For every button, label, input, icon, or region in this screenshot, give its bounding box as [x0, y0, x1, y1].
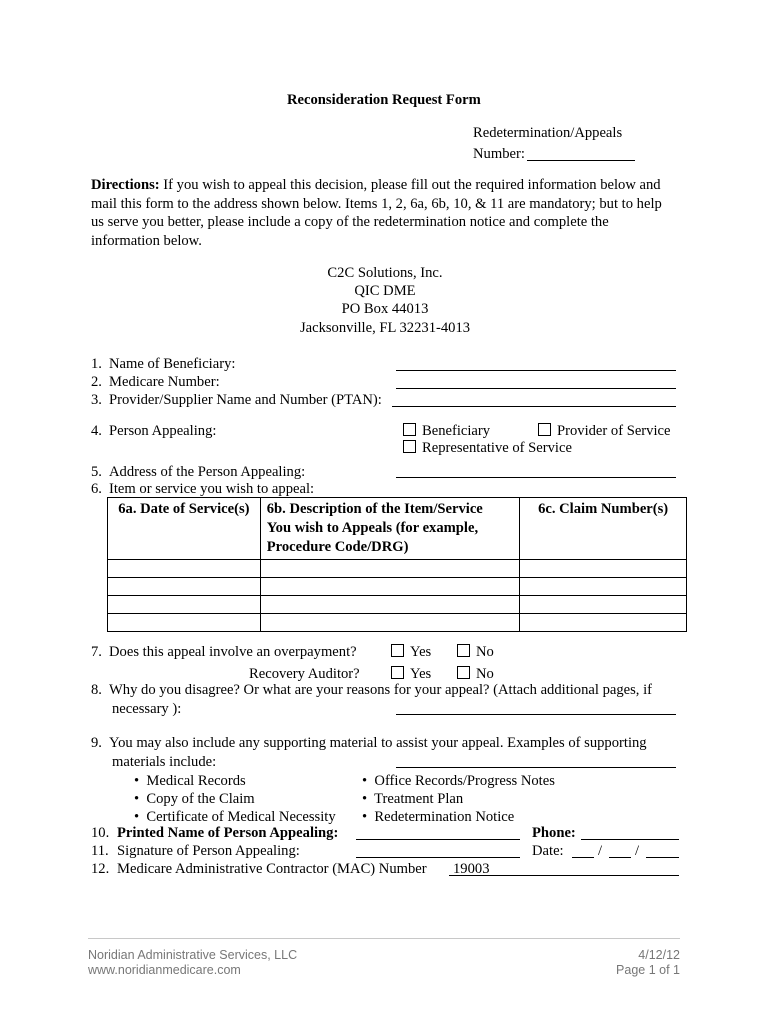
- item-label: Printed Name of Person Appealing:: [117, 825, 339, 841]
- item-label: Person Appealing:: [109, 423, 217, 439]
- footer-divider: [88, 938, 680, 939]
- table-cell[interactable]: [520, 560, 687, 578]
- item-label: Item or service you wish to appeal:: [109, 481, 315, 497]
- mac-number-value: 19003: [453, 861, 490, 877]
- recovery-yes-checkbox[interactable]: [391, 666, 404, 679]
- mac-number-field[interactable]: [449, 875, 679, 876]
- printed-name-field[interactable]: [356, 839, 520, 840]
- item-label: Medicare Number:: [109, 374, 220, 390]
- bullet-list-right: [362, 772, 555, 826]
- overpayment-no-option[interactable]: [457, 644, 494, 661]
- item-number: 3.: [91, 392, 102, 408]
- col-claim-number: 6c. Claim Number(s): [520, 498, 687, 560]
- list-item-text: Office Records/Progress Notes: [374, 773, 555, 789]
- option-label: Representative of Service: [422, 440, 572, 456]
- address-line: QIC DME: [354, 283, 416, 300]
- col-description: [260, 498, 519, 560]
- footer-left: [88, 948, 297, 978]
- item-number: 7.: [91, 644, 102, 660]
- list-item-text: Copy of the Claim: [146, 791, 255, 807]
- recovery-no-option[interactable]: [457, 666, 494, 683]
- table-cell[interactable]: [260, 614, 519, 632]
- list-item: • Redetermination Notice: [362, 809, 515, 825]
- item-label: Signature of Person Appealing:: [117, 843, 300, 859]
- item-label: You may also include any supporting material to assist your appeal. Examples of supporting: [109, 735, 647, 751]
- phone-label: Phone:: [532, 825, 576, 841]
- col-description-line: Procedure Code/DRG): [266, 539, 409, 555]
- option-label: No: [476, 644, 494, 660]
- footer-company: Noridian Administrative Services, LLC: [88, 948, 298, 962]
- signature-field[interactable]: [356, 857, 520, 858]
- table-cell[interactable]: [108, 560, 261, 578]
- recovery-no-checkbox[interactable]: [457, 666, 470, 679]
- item-9-label: [91, 735, 647, 752]
- date-separator: /: [635, 843, 640, 859]
- date-month-field[interactable]: [572, 857, 594, 858]
- table-row: [108, 614, 687, 632]
- item-number: 8.: [91, 682, 102, 698]
- bullet-list-left: [134, 772, 336, 826]
- item-3-label: [91, 392, 382, 409]
- date-year-field[interactable]: [646, 857, 679, 858]
- overpayment-no-checkbox[interactable]: [457, 644, 470, 657]
- beneficiary-name-field[interactable]: [396, 370, 676, 371]
- directions-line: us serve you better, please include a copy of the redetermination notice and complete the: [91, 214, 609, 231]
- directions: [91, 176, 662, 250]
- option-label: Yes: [410, 644, 432, 660]
- date-day-field[interactable]: [609, 857, 631, 858]
- option-label: No: [476, 666, 494, 682]
- directions-label: Directions:: [91, 177, 160, 193]
- table-cell[interactable]: [260, 560, 519, 578]
- table-cell[interactable]: [520, 614, 687, 632]
- provider-option[interactable]: [538, 423, 670, 440]
- phone-field[interactable]: [581, 839, 679, 840]
- table-cell[interactable]: [108, 578, 261, 596]
- option-label: Beneficiary: [422, 423, 491, 439]
- list-item: • Medical Records: [134, 773, 246, 789]
- list-item: • Certificate of Medical Necessity: [134, 809, 336, 825]
- item-8-label-cont: necessary ):: [112, 701, 182, 717]
- item-label: Provider/Supplier Name and Number (PTAN):: [109, 392, 382, 408]
- item-10-label: [91, 825, 338, 842]
- option-label: Provider of Service: [557, 423, 671, 439]
- item-label: Name of Beneficiary:: [109, 356, 236, 372]
- list-item-text: Treatment Plan: [374, 791, 464, 807]
- item-11-label: [91, 843, 300, 860]
- table-row: [108, 560, 687, 578]
- provider-ptan-field[interactable]: [392, 406, 676, 407]
- item-number: 11.: [91, 843, 109, 859]
- directions-line: If you wish to appeal this decision, please fill out the required information below and: [163, 177, 661, 193]
- list-item: • Office Records/Progress Notes: [362, 773, 555, 789]
- table-cell[interactable]: [520, 578, 687, 596]
- col-description-line: You wish to Appeals (for example,: [266, 520, 479, 536]
- footer-right: [560, 948, 680, 978]
- item-label: Medicare Administrative Contractor (MAC) Number: [117, 861, 427, 877]
- date-label: Date:: [532, 843, 564, 859]
- item-number: 4.: [91, 423, 102, 439]
- item-number: 6.: [91, 481, 102, 497]
- item-7-label: [91, 644, 357, 661]
- medicare-number-field[interactable]: [396, 388, 676, 389]
- provider-checkbox[interactable]: [538, 423, 551, 436]
- supporting-material-field[interactable]: [396, 767, 676, 768]
- item-6-label: [91, 481, 314, 498]
- directions-line: information below.: [91, 232, 202, 249]
- col-description-line: 6b. Description of the Item/Service: [266, 501, 483, 517]
- overpayment-yes-checkbox[interactable]: [391, 644, 404, 657]
- representative-option[interactable]: [403, 440, 572, 457]
- redetermination-number-field[interactable]: [527, 160, 635, 161]
- date-separator: /: [598, 843, 603, 859]
- footer-page-number: Page 1 of 1: [616, 963, 680, 977]
- item-number: 2.: [91, 374, 102, 390]
- redetermination-number-label: Number:: [473, 146, 525, 162]
- address-line: PO Box 44013: [341, 301, 429, 318]
- mailing-address: [235, 264, 535, 337]
- list-item: • Copy of the Claim: [134, 791, 255, 807]
- item-4-label: [91, 423, 216, 440]
- item-12-label: [91, 861, 427, 878]
- table-row: [108, 578, 687, 596]
- item-2-label: [91, 374, 220, 391]
- table-cell[interactable]: [260, 596, 519, 614]
- item-label: Does this appeal involve an overpayment?: [109, 644, 357, 660]
- recovery-yes-option[interactable]: [391, 666, 431, 683]
- item-label: Why do you disagree? Or what are your reasons for your appeal? (Attach additional pages, if: [109, 682, 653, 698]
- footer-date: 4/12/12: [638, 948, 680, 962]
- representative-checkbox[interactable]: [403, 440, 416, 453]
- item-9-label-cont: materials include:: [112, 754, 217, 770]
- directions-line: mail this form to the address shown below. Items 1, 2, 6a, 6b, 10, & 11 are mandatory; but to help: [91, 195, 662, 212]
- table-row: [108, 596, 687, 614]
- overpayment-yes-option[interactable]: [391, 644, 431, 661]
- table-cell[interactable]: [260, 578, 519, 596]
- table-cell[interactable]: [108, 614, 261, 632]
- redetermination-label: Redetermination/Appeals: [473, 125, 623, 141]
- item-number: 12.: [91, 861, 110, 877]
- beneficiary-checkbox[interactable]: [403, 423, 416, 436]
- address-line: C2C Solutions, Inc.: [327, 265, 443, 281]
- item-number: 1.: [91, 356, 102, 372]
- disagree-reason-field[interactable]: [396, 714, 676, 715]
- item-number: 10.: [91, 825, 110, 841]
- table-header-row: [108, 498, 687, 560]
- list-item-text: Medical Records: [146, 773, 246, 789]
- beneficiary-option[interactable]: [403, 423, 490, 440]
- recovery-auditor-label: Recovery Auditor?: [249, 666, 360, 682]
- list-item-text: Redetermination Notice: [374, 809, 515, 825]
- item-number: 5.: [91, 464, 102, 480]
- list-item-text: Certificate of Medical Necessity: [146, 809, 336, 825]
- item-5-label: [91, 464, 305, 481]
- table-cell[interactable]: [520, 596, 687, 614]
- list-item: • Treatment Plan: [362, 791, 464, 807]
- appellant-address-field[interactable]: [396, 477, 676, 478]
- table-cell[interactable]: [108, 596, 261, 614]
- item-1-label: [91, 356, 235, 373]
- item-8-label: [91, 682, 652, 699]
- page-title: Reconsideration Request Form: [287, 92, 481, 108]
- footer-website: www.noridianmedicare.com: [88, 963, 241, 977]
- col-date-of-service: 6a. Date of Service(s): [108, 498, 261, 560]
- item-label: Address of the Person Appealing:: [109, 464, 306, 480]
- item-number: 9.: [91, 735, 102, 751]
- address-line: Jacksonville, FL 32231-4013: [299, 319, 471, 336]
- option-label: Yes: [410, 666, 432, 682]
- service-table: [107, 497, 687, 632]
